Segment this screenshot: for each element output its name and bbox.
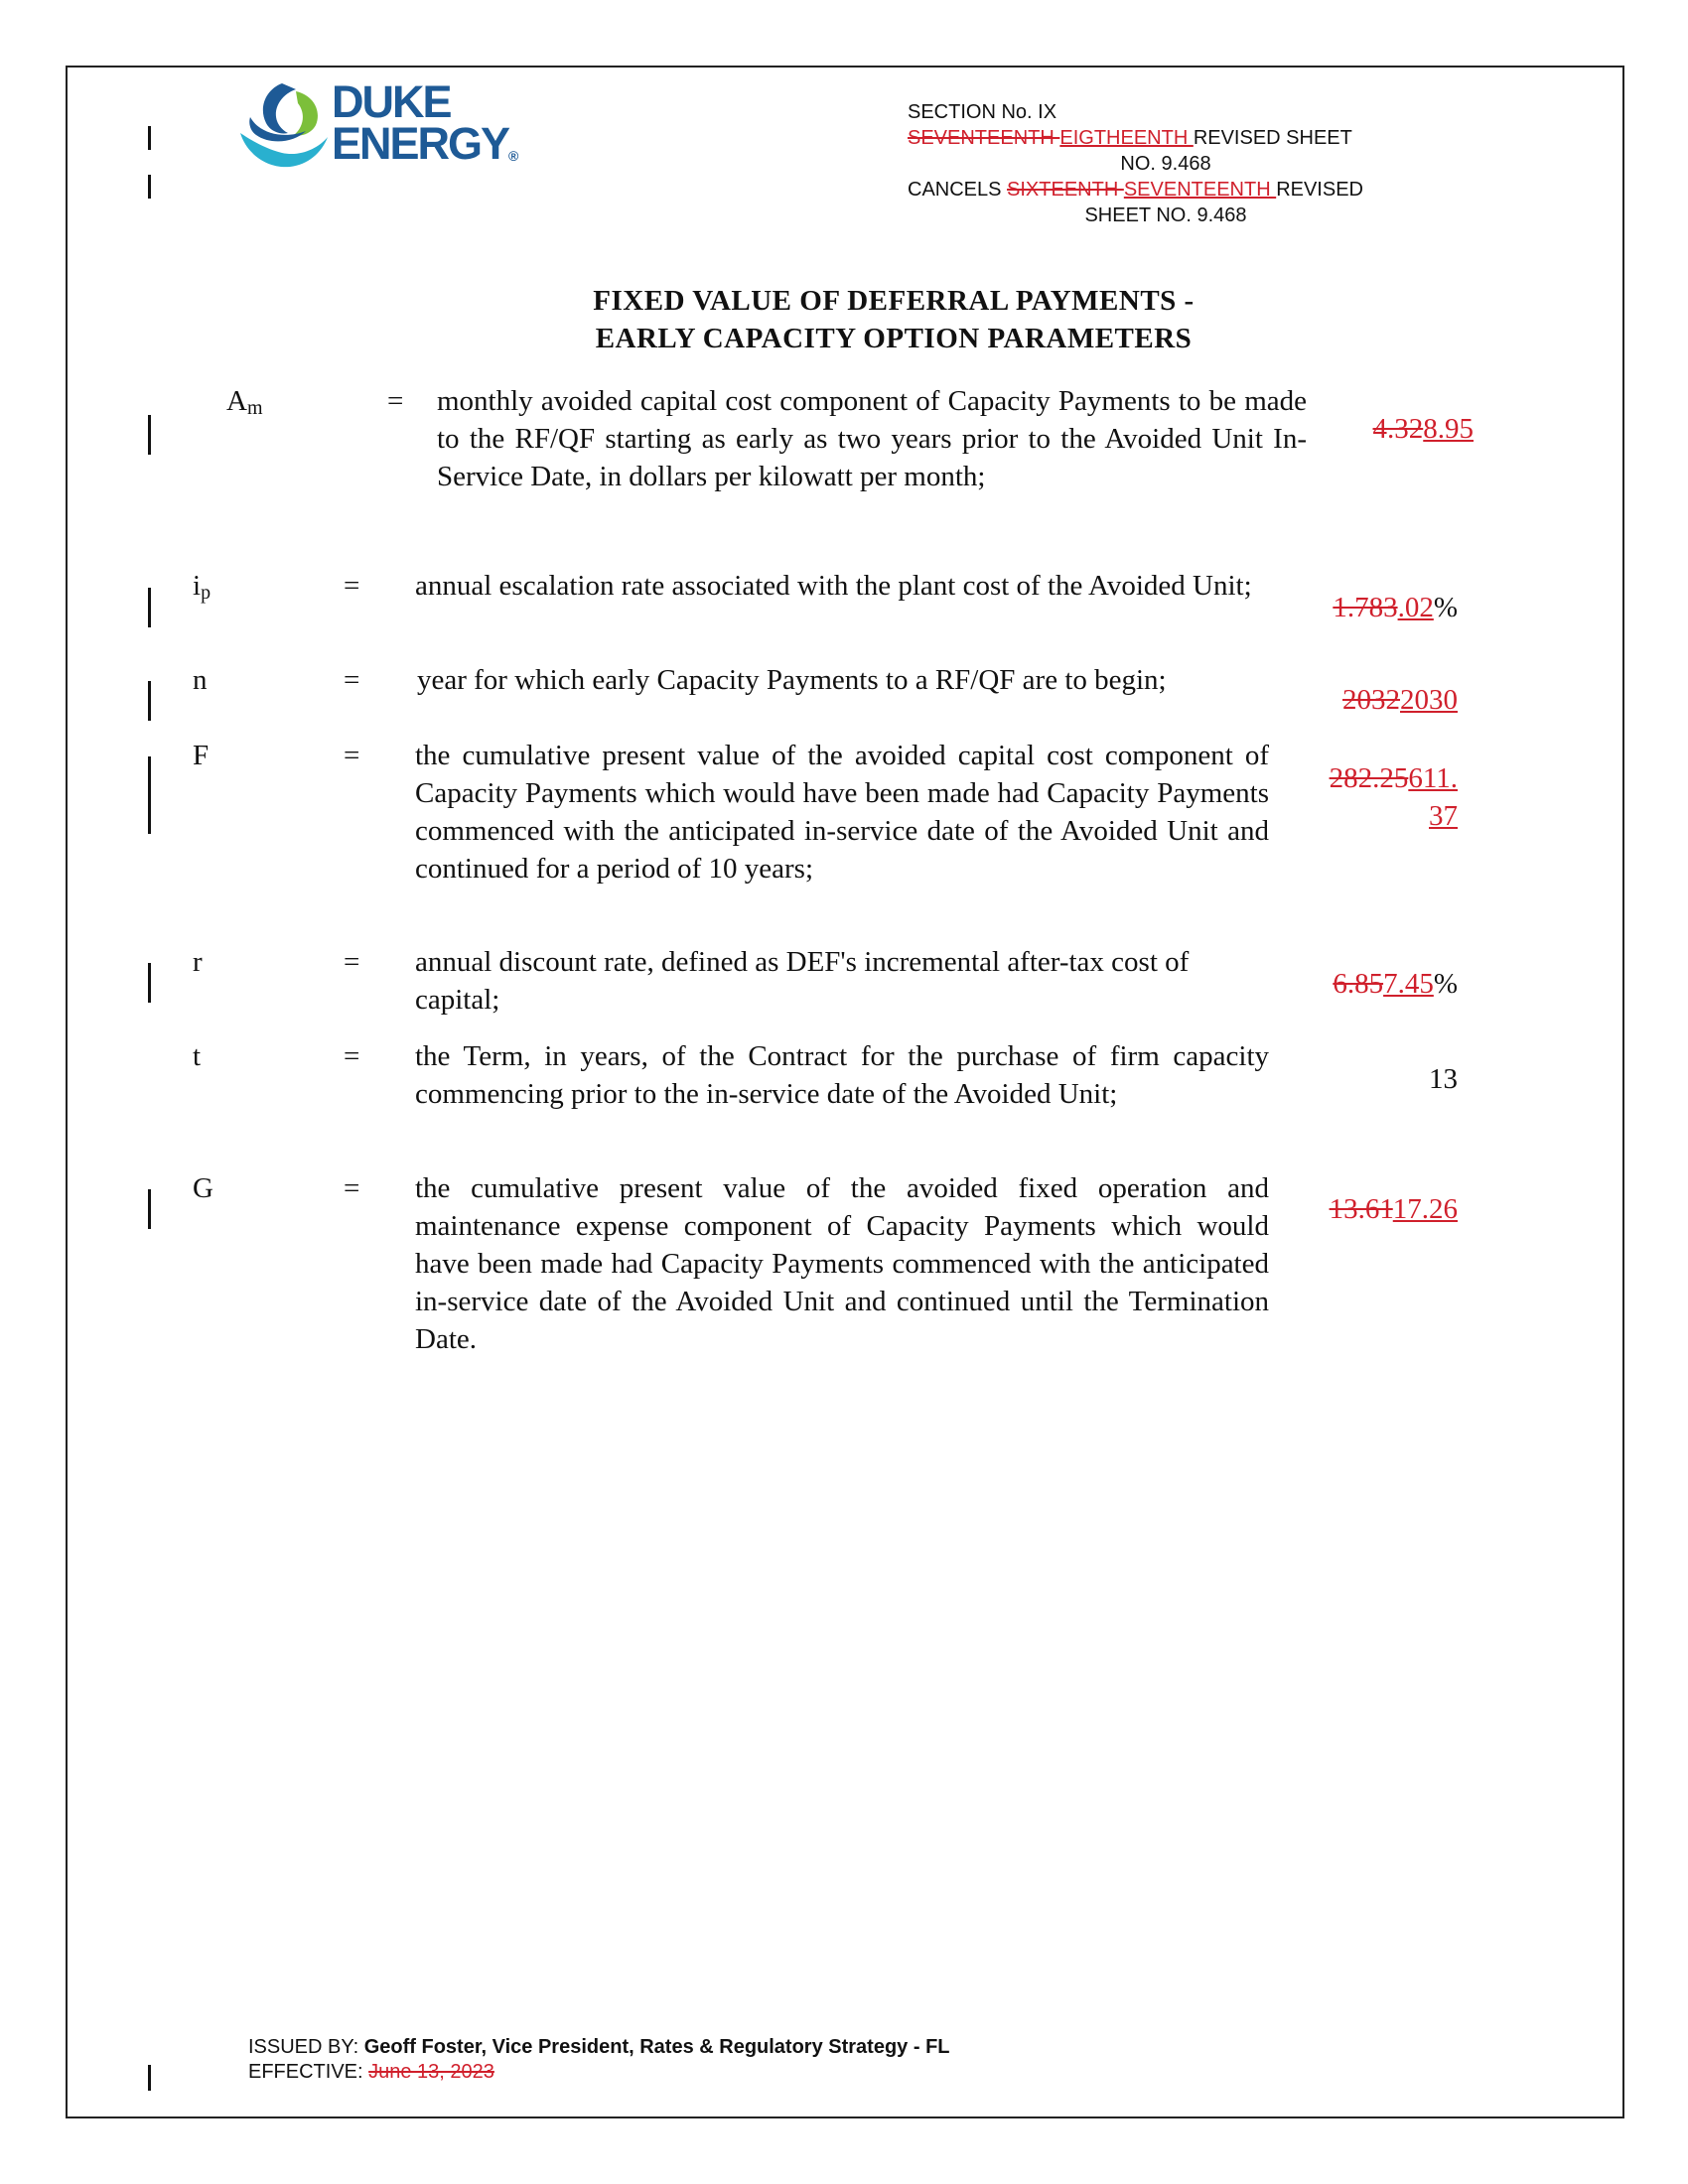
param-equals: = bbox=[344, 1172, 360, 1204]
param-symbol-r bbox=[193, 943, 203, 981]
value-inserted-continued: 37 bbox=[1429, 800, 1458, 832]
param-definition-r: annual discount rate, defined as DEF's incremental after-tax cost of capital; bbox=[415, 946, 1190, 1016]
revised-deleted: SEVENTEENTH bbox=[908, 127, 1060, 149]
param-value-r bbox=[1291, 965, 1458, 1003]
param-symbol-text: G bbox=[193, 1172, 213, 1204]
section-number: SECTION No. IX bbox=[908, 101, 1057, 123]
logo-line-2-text: ENERGY bbox=[332, 118, 509, 169]
param-equals: = bbox=[344, 570, 360, 602]
param-definition-am: monthly avoided capital cost component of Capacity Payments to be made to the RF/QF starting as early as two years prior to the Avoided Unit In-Service Date, in dollars per kilowatt per month; bbox=[437, 385, 1307, 492]
param-symbol-g bbox=[193, 1169, 213, 1207]
param-symbol-f bbox=[193, 737, 209, 774]
cancels-tail: REVISED bbox=[1276, 179, 1363, 201]
value-inserted: 8.95 bbox=[1423, 413, 1474, 445]
value-line-2 bbox=[1291, 797, 1458, 835]
value-inserted: 2030 bbox=[1400, 684, 1458, 716]
value-deleted: 282.25 bbox=[1329, 762, 1409, 794]
change-bar bbox=[148, 415, 151, 455]
value-inserted: 7.45 bbox=[1383, 968, 1434, 1000]
param-value-am bbox=[1331, 410, 1474, 448]
value-inserted: 17.26 bbox=[1392, 1193, 1458, 1225]
change-bar bbox=[148, 588, 151, 627]
param-symbol-text: n bbox=[193, 664, 208, 696]
value-suffix: % bbox=[1433, 968, 1458, 1000]
param-definition-n: year for which early Capacity Payments to a RF/QF are to begin; bbox=[417, 664, 1167, 696]
param-definition-f: the cumulative present value of the avoided capital cost component of Capacity Payments which would have been made had Capacity Payments commenced with the anticipated in-service date of the Avoided Unit and continued for a period of 10 years; bbox=[415, 740, 1269, 885]
value-line-1 bbox=[1291, 759, 1458, 797]
value-inserted: .02 bbox=[1397, 592, 1434, 623]
page-footer bbox=[248, 2035, 950, 2085]
cancels-sheet-number: SHEET NO. 9.468 bbox=[1084, 205, 1247, 226]
change-bar bbox=[148, 681, 151, 721]
param-symbol-t bbox=[193, 1037, 201, 1075]
issued-by-name: Geoff Foster, Vice President, Rates & Regulatory Strategy - FL bbox=[363, 2036, 950, 2058]
param-definition-t: the Term, in years, of the Contract for the purchase of firm capacity commencing prior to the in-service date of the Avoided Unit; bbox=[415, 1040, 1269, 1110]
param-symbol-ip bbox=[193, 567, 211, 612]
logo-line-2 bbox=[332, 118, 519, 177]
param-symbol-text: r bbox=[193, 946, 203, 978]
title-line-1: FIXED VALUE OF DEFERRAL PAYMENTS - bbox=[593, 285, 1195, 317]
param-symbol-text: i bbox=[193, 570, 202, 602]
issued-by-line bbox=[248, 2035, 950, 2060]
value-suffix: % bbox=[1433, 592, 1458, 623]
param-equals: = bbox=[344, 1040, 360, 1072]
page-title bbox=[397, 282, 1390, 357]
change-bar bbox=[148, 1189, 151, 1229]
effective-date-deleted: June 13, 2023 bbox=[368, 2061, 494, 2083]
param-symbol-subscript: m bbox=[246, 397, 263, 419]
param-symbol-n bbox=[193, 661, 208, 699]
effective-line bbox=[248, 2060, 950, 2085]
change-bar bbox=[148, 756, 151, 834]
change-bar bbox=[148, 963, 151, 1003]
change-bar bbox=[148, 175, 151, 199]
cancels-deleted: SIXTEENTH bbox=[1007, 179, 1124, 201]
param-value-f bbox=[1291, 759, 1458, 835]
duke-energy-logo bbox=[236, 77, 524, 177]
sheet-number: NO. 9.468 bbox=[1120, 153, 1211, 175]
param-symbol-subscript: p bbox=[201, 582, 211, 604]
logo-line-1: DUKE bbox=[332, 76, 451, 127]
param-value-ip bbox=[1291, 589, 1458, 626]
param-equals: = bbox=[344, 740, 360, 771]
logo-registered-mark: ® bbox=[508, 148, 519, 164]
param-symbol-text: t bbox=[193, 1040, 202, 1072]
sheet-header bbox=[908, 99, 1424, 228]
cancels-prefix: CANCELS bbox=[908, 179, 1008, 201]
cancels-line bbox=[908, 177, 1424, 203]
cancels-inserted: SEVENTEENTH bbox=[1123, 179, 1277, 201]
value-deleted: 4.32 bbox=[1372, 413, 1424, 445]
param-symbol-am bbox=[226, 382, 263, 427]
param-value-t: 13 bbox=[1429, 1063, 1458, 1095]
logo-wordmark bbox=[332, 76, 519, 177]
duke-energy-swirl-icon bbox=[236, 77, 336, 177]
value-inserted: 611. bbox=[1408, 762, 1458, 794]
change-bar bbox=[148, 2065, 151, 2091]
revised-inserted: EIGTHEENTH bbox=[1059, 127, 1194, 149]
value-deleted: 13.61 bbox=[1329, 1193, 1393, 1225]
param-symbol-text: A bbox=[226, 385, 247, 417]
value-deleted: 6.85 bbox=[1333, 968, 1384, 1000]
param-symbol-text: F bbox=[193, 740, 210, 771]
issued-by-label: ISSUED BY: bbox=[248, 2036, 364, 2058]
revised-tail: REVISED SHEET bbox=[1193, 127, 1352, 149]
param-definition-g: the cumulative present value of the avoided fixed operation and maintenance expense component of Capacity Payments which would have been made had Capacity Payments commenced with the anticipated in-service date of the Avoided Unit and continued until the Termination Date. bbox=[415, 1172, 1269, 1355]
param-value-n bbox=[1291, 681, 1458, 719]
param-equals: = bbox=[387, 385, 404, 417]
change-bar bbox=[148, 126, 151, 150]
param-equals: = bbox=[344, 664, 360, 696]
param-definition-ip: annual escalation rate associated with the plant cost of the Avoided Unit; bbox=[415, 570, 1252, 602]
effective-label: EFFECTIVE: bbox=[248, 2061, 369, 2083]
param-value-g bbox=[1291, 1190, 1458, 1228]
param-equals: = bbox=[344, 946, 360, 978]
value-deleted: 2032 bbox=[1342, 684, 1400, 716]
title-line-2: EARLY CAPACITY OPTION PARAMETERS bbox=[595, 323, 1193, 354]
value-deleted: 1.783 bbox=[1333, 592, 1398, 623]
revised-sheet-line bbox=[908, 125, 1424, 151]
